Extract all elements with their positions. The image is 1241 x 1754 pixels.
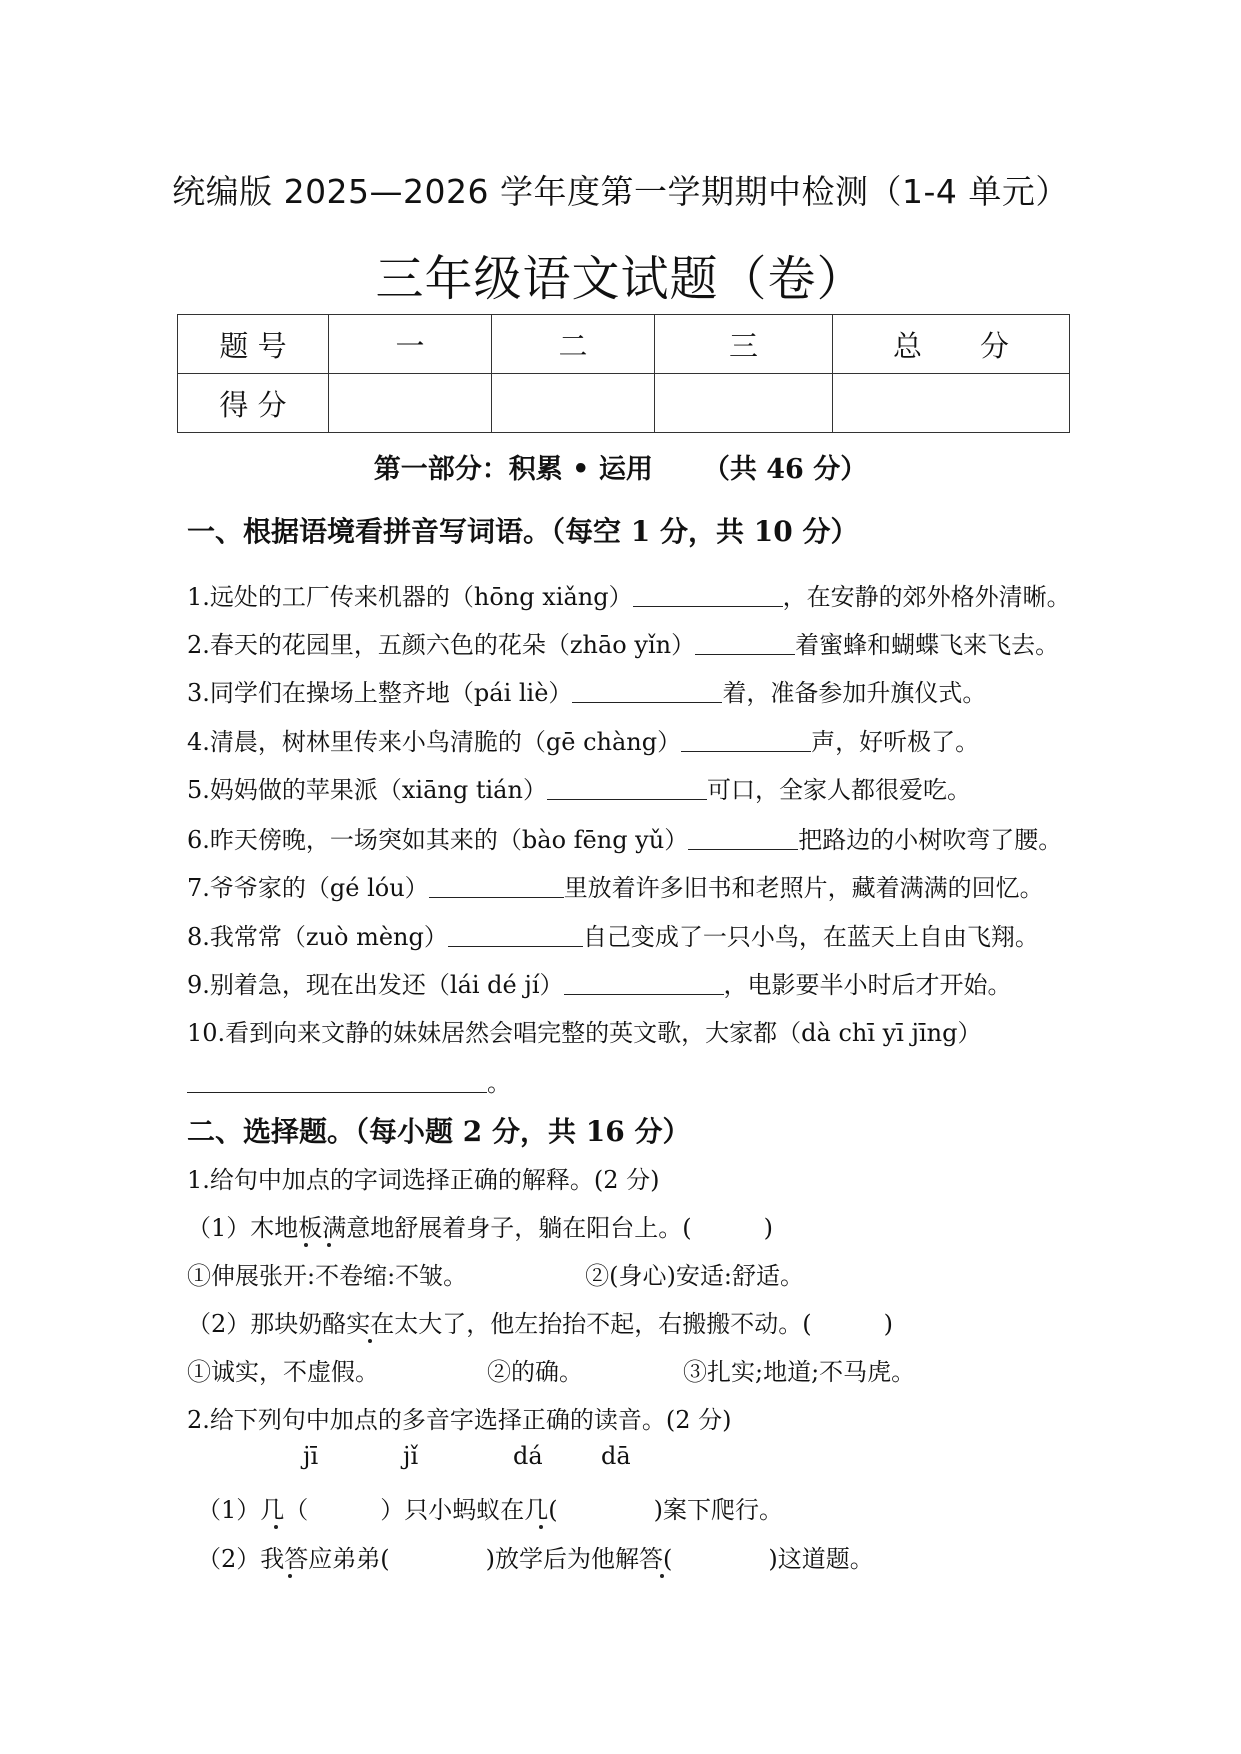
q1-item: 10.看到向来文静的妹妹居然会唱完整的英文歌，大家都（dà chī yī jīng）	[187, 1019, 982, 1047]
score-cell-part2: 二	[492, 315, 655, 374]
q2-sub1-prompt: 1.给句中加点的字词选择正确的解释。(2 分)	[187, 1166, 660, 1194]
option[interactable]: ③扎实;地道;不马虎。	[683, 1358, 916, 1386]
score-cell-part1: 一	[329, 315, 492, 374]
option[interactable]: ②(身心)安适:舒适。	[585, 1262, 804, 1290]
q2-sub1-options1	[187, 1256, 804, 1291]
pinyin-option: dā	[601, 1442, 631, 1470]
q1-item: 3.同学们在操场上整齐地（pái liè） 着，准备参加升旗仪式。	[187, 679, 987, 707]
q2-sub2-sentence2: （2）我答应弟弟( )放学后为他解答( )这道题。	[197, 1545, 874, 1573]
score-table-header-row	[178, 315, 1070, 374]
option[interactable]: ①诚实，不虚假。	[187, 1358, 379, 1386]
pinyin-option: dá	[513, 1442, 543, 1470]
q2-sub2-sentence1: （1）几（ ）只小蚂蚁在几( )案下爬行。	[197, 1496, 783, 1524]
score-cell-empty[interactable]	[655, 374, 833, 433]
q2-sub1-sentence2: （2）那块奶酪实在太大了，他左抬抬不起，右搬搬不动。( )	[187, 1310, 893, 1338]
score-cell-empty[interactable]	[492, 374, 655, 433]
emphasis-dot	[327, 1243, 331, 1247]
score-cell-part3: 三	[655, 315, 833, 374]
option[interactable]: ①伸展张开:不卷缩:不皱。	[187, 1262, 468, 1290]
answer-blank[interactable]	[695, 653, 795, 655]
answer-blank[interactable]	[429, 896, 564, 898]
emphasis-dot	[539, 1525, 543, 1529]
emphasis-dot	[274, 1525, 278, 1529]
q1-item: 8.我常常（zuò mèng） 自己变成了一只小鸟，在蓝天上自由飞翔。	[187, 923, 1039, 951]
q1-item: 9.别着急，现在出发还（lái dé jí） ，电影要半小时后才开始。	[187, 971, 1012, 999]
q1-item: 7.爷爷家的（gé lóu） 里放着许多旧书和老照片，藏着满满的回忆。	[187, 874, 1044, 902]
part1-points: （共 46 分）	[702, 454, 868, 485]
q2-heading: 二、选择题。（每小题 2 分，共 16 分）	[187, 1115, 691, 1148]
pinyin-option: jī	[303, 1442, 319, 1470]
score-cell-label: 题 号	[178, 315, 329, 374]
q1-item: 5.妈妈做的苹果派（xiāng tián） 可口，全家人都很爱吃。	[187, 776, 971, 804]
answer-blank[interactable]	[564, 993, 724, 995]
answer-blank[interactable]	[681, 750, 811, 752]
q2-sub1-sentence1: （1）木地板满意地舒展着身子，躺在阳台上。( )	[187, 1214, 773, 1242]
q1-item: 6.昨天傍晚，一场突如其来的（bào fēng yǔ） 把路边的小树吹弯了腰。	[187, 826, 1063, 854]
score-cell-empty[interactable]	[833, 374, 1070, 433]
exam-subtitle: 统编版 2025—2026 学年度第一学期期中检测（1-4 单元）	[172, 172, 1069, 211]
q2-sub1-options2	[187, 1352, 915, 1387]
answer-blank[interactable]	[633, 605, 783, 607]
q1-item: 4.清晨，树林里传来小鸟清脆的（gē chàng） 声，好听极了。	[187, 728, 980, 756]
emphasis-dot	[368, 1339, 372, 1343]
answer-blank[interactable]	[688, 848, 798, 850]
score-table	[177, 314, 1070, 433]
q1-item-continued: 。	[187, 1063, 511, 1098]
q2-sub2-prompt: 2.给下列句中加点的多音字选择正确的读音。(2 分)	[187, 1406, 732, 1434]
part1-label: 第一部分：积累 • 运用	[373, 454, 653, 485]
score-cell-label: 得 分	[178, 374, 329, 433]
q1-heading: 一、根据语境看拼音写词语。（每空 1 分，共 10 分）	[187, 515, 859, 548]
score-cell-total: 总 分	[833, 315, 1070, 374]
answer-blank[interactable]	[572, 701, 722, 703]
score-cell-empty[interactable]	[329, 374, 492, 433]
q1-item: 2.春天的花园里，五颜六色的花朵（zhāo yǐn） 着蜜蜂和蝴蝶飞来飞去。	[187, 631, 1060, 659]
q1-item: 1.远处的工厂传来机器的（hōng xiǎng） ，在安静的郊外格外清晰。	[187, 583, 1071, 611]
part1-heading	[0, 447, 1241, 486]
score-table-score-row	[178, 374, 1070, 433]
answer-blank[interactable]	[448, 945, 583, 947]
emphasis-dot	[288, 1574, 292, 1578]
pinyin-option: jǐ	[403, 1442, 419, 1470]
emphasis-dot	[660, 1574, 664, 1578]
exam-title: 三年级语文试题（卷）	[375, 251, 866, 307]
emphasis-dot	[304, 1243, 308, 1247]
answer-blank[interactable]	[187, 1091, 487, 1093]
answer-blank[interactable]	[547, 798, 707, 800]
option[interactable]: ②的确。	[487, 1358, 583, 1386]
